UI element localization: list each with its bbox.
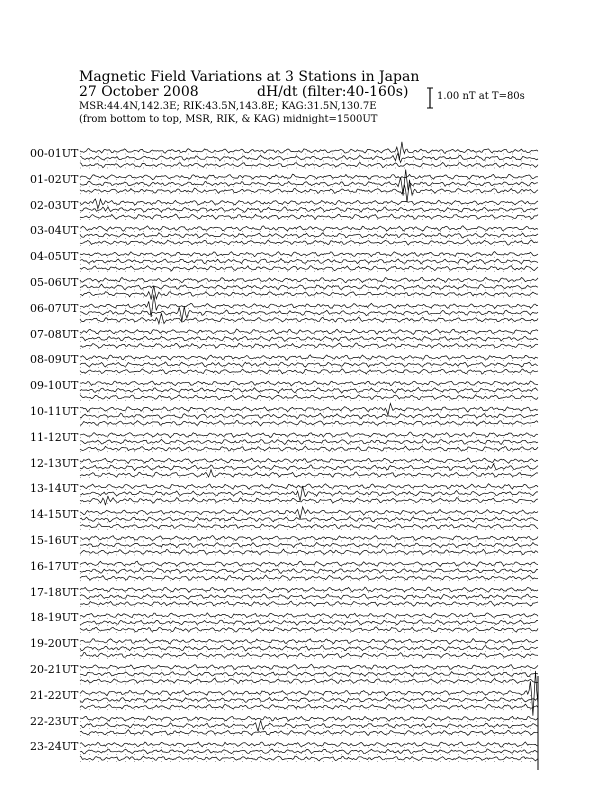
trace-RIK-hour-21 <box>80 697 538 702</box>
hour-label: 10-11UT <box>30 405 79 418</box>
trace-MSR-hour-9 <box>80 395 538 400</box>
trace-RIK-hour-12 <box>80 464 538 471</box>
station-coordinates: MSR:44.4N,142.3E; RIK:43.5N,143.8E; KAG:31.5N,130.7E <box>79 101 377 112</box>
trace-KAG-hour-14 <box>80 507 538 519</box>
trace-MSR-hour-18 <box>80 627 538 632</box>
trace-RIK-hour-23 <box>80 749 538 754</box>
trace-KAG-hour-9 <box>80 381 538 386</box>
trace-KAG-hour-15 <box>80 536 538 541</box>
hour-label: 00-01UT <box>30 147 79 160</box>
trace-MSR-hour-11 <box>80 446 538 451</box>
trace-MSR-hour-5 <box>80 286 538 300</box>
hour-label: 09-10UT <box>30 379 79 393</box>
hour-label: 20-21UT <box>30 663 79 676</box>
trace-RIK-hour-10 <box>80 413 538 419</box>
trace-MSR-hour-3 <box>80 240 538 245</box>
trace-MSR-hour-6 <box>80 313 538 324</box>
hour-label: 06-07UT <box>30 301 79 315</box>
trace-MSR-hour-15 <box>80 549 538 555</box>
chart-component: dH/dt (filter:40-160s) <box>257 84 409 100</box>
trace-RIK-hour-4 <box>80 259 538 264</box>
hour-label: 01-02UT <box>30 172 79 186</box>
trace-RIK-hour-19 <box>80 645 538 651</box>
trace-KAG-hour-10 <box>80 403 538 415</box>
hour-label: 17-18UT <box>30 585 79 599</box>
trace-RIK-hour-8 <box>80 362 538 367</box>
trace-MSR-hour-22 <box>80 730 538 736</box>
trace-KAG-hour-13 <box>80 484 538 489</box>
trace-MSR-hour-7 <box>80 343 538 348</box>
trace-KAG-hour-21 <box>80 671 538 716</box>
trace-MSR-hour-16 <box>80 575 538 580</box>
hour-label: 15-16UT <box>30 534 79 547</box>
trace-KAG-hour-18 <box>80 613 538 618</box>
trace-MSR-hour-19 <box>80 653 538 658</box>
trace-RIK-hour-16 <box>80 568 538 574</box>
chart-date: 27 October 2008 <box>79 84 199 100</box>
trace-RIK-hour-13 <box>80 486 538 501</box>
trace-MSR-hour-21 <box>80 704 538 709</box>
trace-MSR-hour-23 <box>80 756 538 761</box>
trace-RIK-hour-0 <box>80 153 538 163</box>
trace-RIK-hour-22 <box>80 721 538 732</box>
hour-label: 08-09UT <box>30 353 79 367</box>
trace-KAG-hour-1 <box>80 174 538 179</box>
trace-MSR-hour-1 <box>80 180 538 202</box>
trace-RIK-hour-9 <box>80 387 538 393</box>
trace-RIK-hour-18 <box>80 620 538 625</box>
trace-RIK-hour-11 <box>80 439 538 444</box>
trace-KAG-hour-20 <box>80 664 538 669</box>
trace-KAG-hour-22 <box>80 716 538 721</box>
trace-MSR-hour-13 <box>80 496 538 505</box>
hour-label: 19-20UT <box>30 637 79 651</box>
hour-label: 21-22UT <box>30 688 79 702</box>
trace-RIK-hour-7 <box>80 336 538 341</box>
trace-KAG-hour-12 <box>80 458 538 463</box>
hour-label: 16-17UT <box>30 559 79 573</box>
trace-KAG-hour-23 <box>80 742 538 747</box>
trace-KAG-hour-8 <box>80 355 538 360</box>
hour-label: 12-13UT <box>30 456 79 470</box>
trace-KAG-hour-17 <box>80 587 538 592</box>
scale-bar-label: 1.00 nT at T=80s <box>437 91 525 102</box>
trace-MSR-hour-10 <box>80 420 538 425</box>
hour-label: 11-12UT <box>30 430 79 444</box>
trace-RIK-hour-15 <box>80 543 538 548</box>
trace-MSR-hour-0 <box>80 162 538 167</box>
trace-KAG-hour-19 <box>80 639 538 644</box>
trace-KAG-hour-5 <box>80 277 538 282</box>
hour-label: 13-14UT <box>30 482 79 496</box>
trace-KAG-hour-11 <box>80 432 538 438</box>
hour-label: 22-23UT <box>30 714 79 728</box>
hour-label: 07-08UT <box>30 327 79 341</box>
hour-label: 04-05UT <box>30 250 79 264</box>
trace-RIK-hour-3 <box>80 233 538 238</box>
trace-MSR-hour-4 <box>80 266 538 272</box>
trace-KAG-hour-4 <box>80 252 538 257</box>
hour-label: 03-04UT <box>30 224 79 238</box>
trace-KAG-hour-7 <box>80 329 538 334</box>
trace-MSR-hour-12 <box>80 470 538 477</box>
trace-RIK-hour-2 <box>80 207 538 213</box>
trace-RIK-hour-14 <box>80 517 538 522</box>
station-order-note: (from bottom to top, MSR, RIK, & KAG) midnight=1500UT <box>79 114 378 125</box>
trace-MSR-hour-14 <box>80 524 538 529</box>
trace-MSR-hour-20 <box>80 678 538 683</box>
trace-KAG-hour-16 <box>80 561 538 566</box>
trace-RIK-hour-17 <box>80 594 538 599</box>
trace-RIK-hour-20 <box>80 672 538 677</box>
trace-KAG-hour-2 <box>80 199 538 209</box>
chart-title: Magnetic Field Variations at 3 Stations in Japan <box>79 69 420 85</box>
trace-MSR-hour-8 <box>80 369 538 374</box>
hour-label: 18-19UT <box>30 611 79 625</box>
trace-RIK-hour-5 <box>80 284 538 289</box>
hour-label: 23-24UT <box>30 740 79 754</box>
hour-label: 14-15UT <box>30 508 79 522</box>
trace-KAG-hour-3 <box>80 226 538 232</box>
trace-MSR-hour-17 <box>80 601 538 606</box>
hour-label: 02-03UT <box>30 198 79 212</box>
hour-label: 05-06UT <box>30 276 79 289</box>
trace-MSR-hour-2 <box>80 214 538 219</box>
